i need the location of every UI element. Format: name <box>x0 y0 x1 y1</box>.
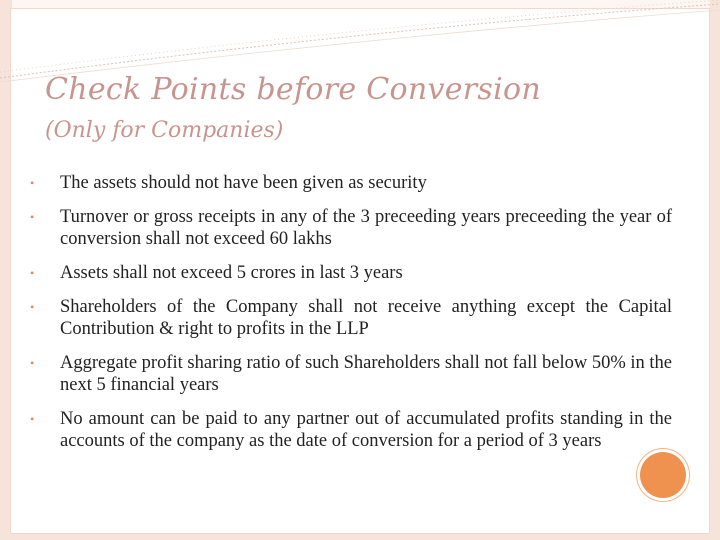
list-item-text: Aggregate profit sharing ratio of such Shareholders shall not fall below 50% in the next 5 financial years <box>60 353 672 395</box>
slide-title: Check Points before Conversion <box>45 72 541 107</box>
bullet-icon: • <box>30 356 35 370</box>
list-item <box>30 296 672 340</box>
bullet-icon: • <box>30 300 35 314</box>
list-item-text: Assets shall not exceed 5 crores in last 3 years <box>60 263 403 283</box>
bullet-icon: • <box>30 266 35 280</box>
list-item-text: No amount can be paid to any partner out of accumulated profits standing in the accounts of the company as the date of conversion for a period of 3 years <box>60 409 672 451</box>
list-item-text: Turnover or gross receipts in any of the 3 preceeding years preceeding the year of conversion shall not exceed 60 lakhs <box>60 207 672 249</box>
list-item <box>30 206 672 250</box>
list-item-text: Shareholders of the Company shall not receive anything except the Capital Contribution & right to profits in the LLP <box>60 297 672 339</box>
decor-line-1 <box>0 4 720 78</box>
list-item <box>30 172 672 194</box>
list-item <box>30 352 672 396</box>
accent-circle-icon <box>640 452 686 498</box>
list-item <box>30 408 672 452</box>
bullet-icon: • <box>30 210 35 224</box>
decor-line-2 <box>0 0 720 72</box>
checkpoint-list <box>30 172 672 464</box>
list-item <box>30 262 672 284</box>
list-item-text: The assets should not have been given as security <box>60 173 427 193</box>
slide-subtitle: (Only for Companies) <box>45 118 284 143</box>
bullet-icon: • <box>30 412 35 426</box>
bullet-icon: • <box>30 176 35 190</box>
